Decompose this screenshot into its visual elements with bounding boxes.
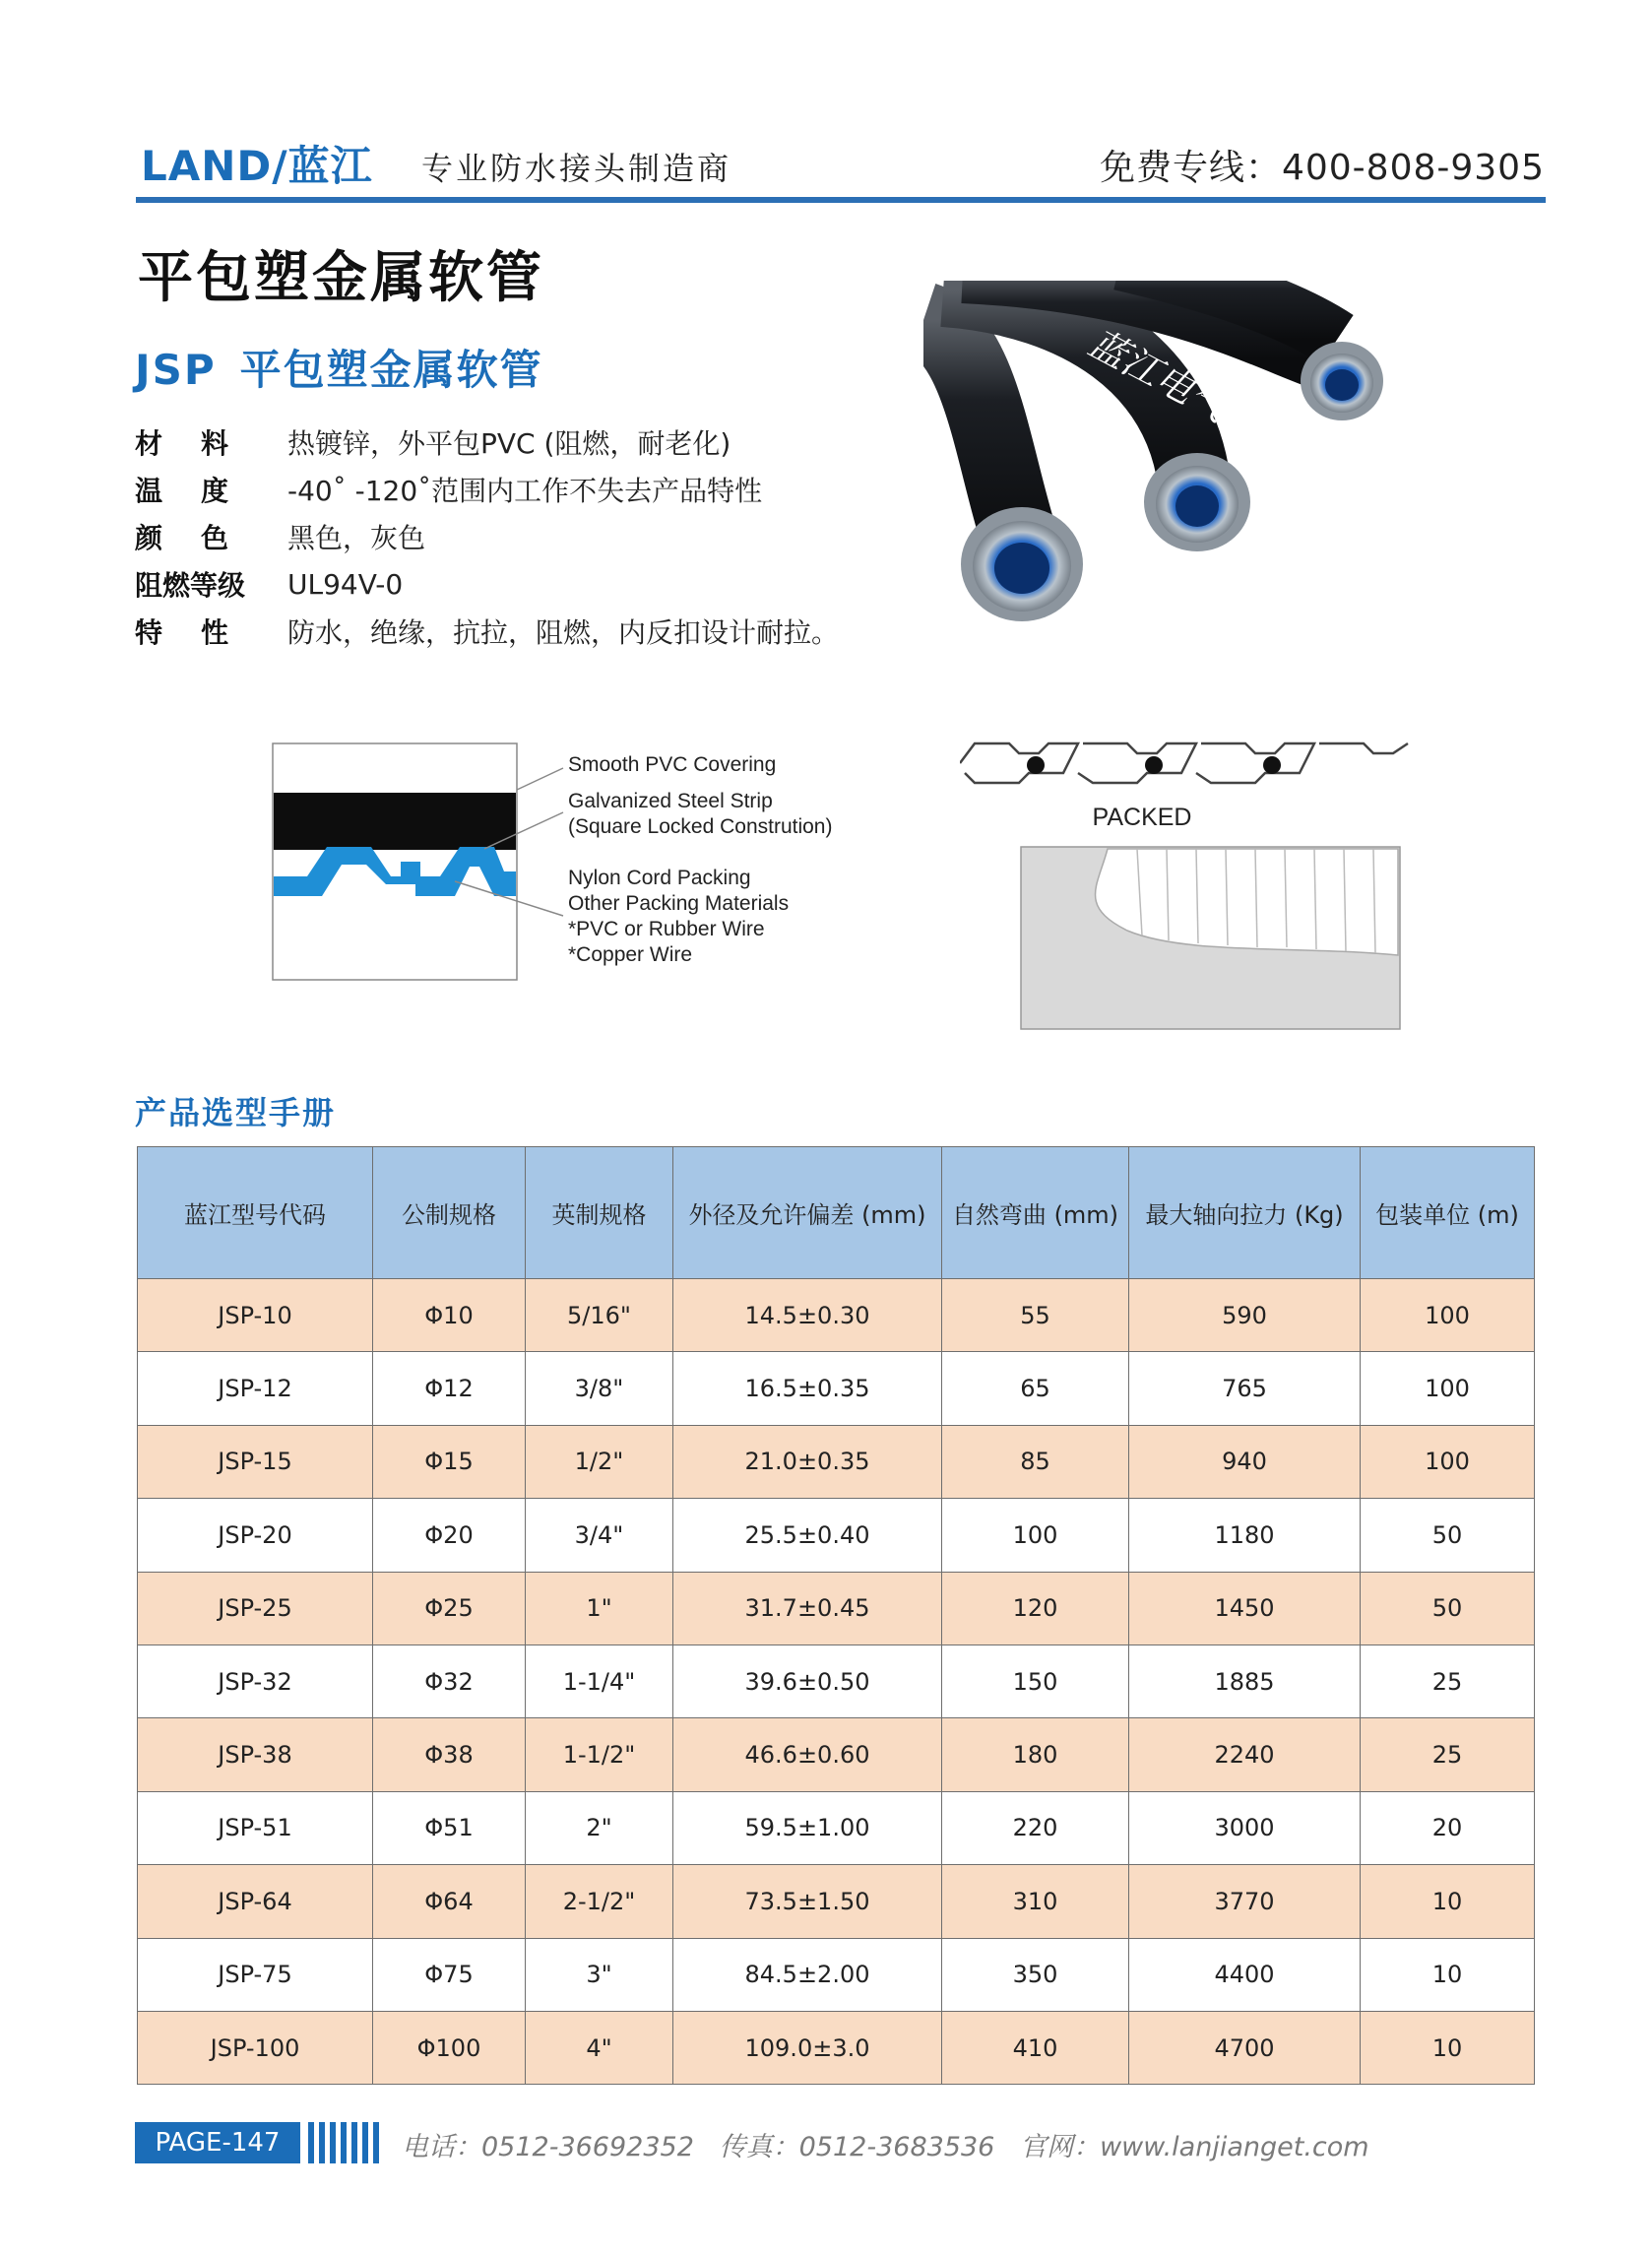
column-header: 包装单位 (m) <box>1361 1147 1535 1279</box>
table-cell: 100 <box>1361 1352 1535 1425</box>
table-row <box>138 1425 1535 1498</box>
table-cell: 46.6±0.60 <box>673 1718 942 1791</box>
hose-print-text: 蓝江电气 <box>1081 321 1235 430</box>
table-header-row <box>138 1147 1535 1279</box>
table-cell: 85 <box>942 1425 1129 1498</box>
table-cell: Φ10 <box>373 1279 526 1352</box>
table-cell: 180 <box>942 1718 1129 1791</box>
table-cell: 3000 <box>1129 1791 1361 1864</box>
column-header: 英制规格 <box>526 1147 673 1279</box>
spec-row <box>135 466 839 513</box>
table-cell: 73.5±1.50 <box>673 1865 942 1938</box>
table-cell: 50 <box>1361 1572 1535 1644</box>
selection-guide-title: 产品选型手册 <box>135 1094 337 1131</box>
header-divider <box>136 197 1546 203</box>
table-cell: 3" <box>526 1938 673 2011</box>
table-cell: 10 <box>1361 1938 1535 2011</box>
table-cell: 2" <box>526 1791 673 1864</box>
table-row <box>138 1279 1535 1352</box>
column-header: 自然弯曲 (mm) <box>942 1147 1129 1279</box>
table-cell: 31.7±0.45 <box>673 1572 942 1644</box>
column-header: 公制规格 <box>373 1147 526 1279</box>
footer-contact: 电话：0512-36692352 传真：0512-3683536 官网：www.lanjianget.com <box>402 2132 1369 2162</box>
table-cell: 100 <box>1361 1279 1535 1352</box>
table-row <box>138 1938 1535 2011</box>
table-cell: 65 <box>942 1352 1129 1425</box>
label-pvc-covering: Smooth PVC Covering <box>568 753 777 776</box>
spec-value: -40˚ -120˚范围内工作不失去产品特性 <box>287 475 763 507</box>
fitting-middle <box>1144 453 1250 551</box>
table-cell: 1450 <box>1129 1572 1361 1644</box>
pvc-layer <box>274 793 516 850</box>
table-cell: 3/8" <box>526 1352 673 1425</box>
table-cell: Φ100 <box>373 2011 526 2084</box>
label-nylon-cord: Nylon Cord Packing <box>568 867 751 889</box>
spec-label: 温 度 <box>135 475 228 507</box>
spec-label: 阻燃等级 <box>135 569 246 602</box>
table-cell: JSP-38 <box>138 1718 373 1791</box>
table-row <box>138 1718 1535 1791</box>
spec-value: 黑色，灰色 <box>287 522 426 554</box>
table-cell: JSP-64 <box>138 1865 373 1938</box>
table-row <box>138 1791 1535 1864</box>
table-row <box>138 1644 1535 1717</box>
table-cell: Φ64 <box>373 1865 526 1938</box>
packing-cord-2 <box>1145 756 1163 774</box>
label-copper-wire: *Copper Wire <box>568 943 693 966</box>
table-cell: 765 <box>1129 1352 1361 1425</box>
label-steel-strip: Galvanized Steel Strip <box>568 790 773 812</box>
table-cell: JSP-25 <box>138 1572 373 1644</box>
fitting-left <box>961 507 1083 621</box>
table-cell: 10 <box>1361 1865 1535 1938</box>
spec-value: 防水，绝缘，抗拉，阻燃，内反扣设计耐拉。 <box>287 616 840 649</box>
table-cell: 1-1/4" <box>526 1644 673 1717</box>
label-pvc-rubber-wire: *PVC or Rubber Wire <box>568 918 765 940</box>
label-square-locked: (Square Locked Constrution) <box>568 815 833 838</box>
table-cell: 100 <box>1361 1425 1535 1498</box>
table-cell: 1" <box>526 1572 673 1644</box>
packing-cord-1 <box>1027 756 1045 774</box>
table-cell: 1/2" <box>526 1425 673 1498</box>
fitting-right <box>1301 342 1383 420</box>
table-cell: 5/16" <box>526 1279 673 1352</box>
table-cell: 39.6±0.50 <box>673 1644 942 1717</box>
table-cell: 10 <box>1361 2011 1535 2084</box>
table-cell: Φ51 <box>373 1791 526 1864</box>
page-badge-stripes <box>308 2122 379 2163</box>
table-cell: 220 <box>942 1791 1129 1864</box>
table-row <box>138 1865 1535 1938</box>
table-row <box>138 1352 1535 1425</box>
tagline: 专业防水接头制造商 <box>421 150 732 187</box>
table-cell: 410 <box>942 2011 1129 2084</box>
table-cell: 109.0±3.0 <box>673 2011 942 2084</box>
table-cell: 4700 <box>1129 2011 1361 2084</box>
table-cell: 100 <box>942 1499 1129 1572</box>
table-cell: 16.5±0.35 <box>673 1352 942 1425</box>
product-photo <box>923 281 1514 635</box>
spec-label: 材 料 <box>135 427 228 460</box>
spec-row <box>135 419 839 466</box>
column-header: 蓝江型号代码 <box>138 1147 373 1279</box>
table-cell: JSP-75 <box>138 1938 373 2011</box>
spec-label: 特 性 <box>135 616 228 649</box>
packed-label: PACKED <box>1092 804 1192 831</box>
spec-list <box>135 419 839 655</box>
table-cell: 350 <box>942 1938 1129 2011</box>
table-row <box>138 1499 1535 1572</box>
table-cell: Φ75 <box>373 1938 526 2011</box>
table-cell: 1-1/2" <box>526 1718 673 1791</box>
product-name: 平包塑金属软管 <box>239 346 543 394</box>
table-cell: JSP-10 <box>138 1279 373 1352</box>
table-cell: 2-1/2" <box>526 1865 673 1938</box>
brand-logo: LAND/蓝江 <box>141 142 373 190</box>
table-cell: 25 <box>1361 1644 1535 1717</box>
table-cell: 20 <box>1361 1791 1535 1864</box>
table-cell: 310 <box>942 1865 1129 1938</box>
product-code: JSP <box>135 346 217 394</box>
table-cell: Φ20 <box>373 1499 526 1572</box>
table-cell: 150 <box>942 1644 1129 1717</box>
table-cell: Φ12 <box>373 1352 526 1425</box>
structure-diagram <box>268 739 898 995</box>
hotline: 免费专线：400-808-9305 <box>1099 148 1545 188</box>
table-cell: 1885 <box>1129 1644 1361 1717</box>
table-cell: 4400 <box>1129 1938 1361 2011</box>
column-header: 外径及允许偏差 (mm) <box>673 1147 942 1279</box>
packed-diagram <box>960 739 1413 1034</box>
table-cell: 84.5±2.00 <box>673 1938 942 2011</box>
table-row <box>138 2011 1535 2084</box>
table-cell: 2240 <box>1129 1718 1361 1791</box>
table-row <box>138 1572 1535 1644</box>
table-cell: 940 <box>1129 1425 1361 1498</box>
table-cell: 25.5±0.40 <box>673 1499 942 1572</box>
column-header: 最大轴向拉力 (Kg) <box>1129 1147 1361 1279</box>
table-cell: 3770 <box>1129 1865 1361 1938</box>
table-cell: JSP-15 <box>138 1425 373 1498</box>
label-other-packing: Other Packing Materials <box>568 892 790 915</box>
table-cell: 3/4" <box>526 1499 673 1572</box>
spec-label: 颜 色 <box>135 522 228 554</box>
table-cell: JSP-20 <box>138 1499 373 1572</box>
spec-row <box>135 608 839 655</box>
table-cell: 1180 <box>1129 1499 1361 1572</box>
table-cell: Φ32 <box>373 1644 526 1717</box>
product-title <box>135 338 543 397</box>
table-cell: Φ15 <box>373 1425 526 1498</box>
table-cell: 590 <box>1129 1279 1361 1352</box>
spec-value: UL94V-0 <box>287 567 404 601</box>
table-cell: Φ25 <box>373 1572 526 1644</box>
table-cell: JSP-51 <box>138 1791 373 1864</box>
table-cell: 21.0±0.35 <box>673 1425 942 1498</box>
page-number: PAGE-147 <box>135 2122 300 2163</box>
table-cell: JSP-12 <box>138 1352 373 1425</box>
table-cell: 55 <box>942 1279 1129 1352</box>
table-cell: 120 <box>942 1572 1129 1644</box>
spec-row <box>135 513 839 560</box>
table-cell: 59.5±1.00 <box>673 1791 942 1864</box>
table-cell: JSP-100 <box>138 2011 373 2084</box>
spec-row <box>135 560 839 608</box>
spec-value: 热镀锌，外平包PVC (阻燃，耐老化) <box>287 427 731 460</box>
table-cell: 14.5±0.30 <box>673 1279 942 1352</box>
table-cell: 50 <box>1361 1499 1535 1572</box>
selection-table <box>137 1146 1535 2085</box>
table-cell: 4" <box>526 2011 673 2084</box>
table-cell: 25 <box>1361 1718 1535 1791</box>
table-cell: JSP-32 <box>138 1644 373 1717</box>
page-title: 平包塑金属软管 <box>138 246 544 310</box>
table-cell: Φ38 <box>373 1718 526 1791</box>
table-body <box>138 1279 1535 2085</box>
packing-cord-3 <box>1263 756 1281 774</box>
